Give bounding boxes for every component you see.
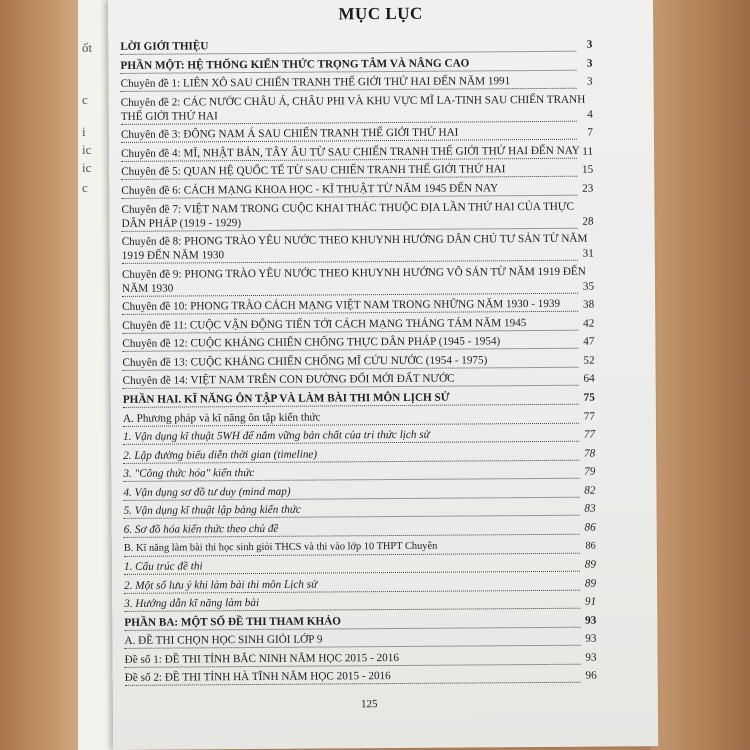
toc-entry [123,408,595,426]
toc-entry-title: Chuyên đề 7: VIỆT NAM TRONG CUỘC KHAI THÁC THUỘC ĐỊA LẦN THỨ HAI CỦA THỰC DÂN PHÁP (1919 - 1929) [121,200,575,230]
toc-entry-page: 31 [582,247,594,260]
toc-entry-title: LỜI GIỚI THIỆU [120,40,209,53]
toc-entry-title: 1. Cấu trúc đề thi [123,560,203,573]
toc-entry [125,668,597,686]
toc-entry [124,612,596,630]
toc-entry-page: 42 [583,317,595,330]
toc-entry-page: 35 [582,280,595,293]
toc-entry [124,520,596,538]
toc-entry-page: 3 [586,38,593,51]
toc-entry-page: 82 [584,484,596,497]
toc-entry-title: Chuyên đề 8: PHONG TRÀO YÊU NƯỚC THEO KHUYNH HƯỚNG DÂN CHỦ TƯ SẢN TỪ NĂM 1919 ĐẾN NĂM 1930 [121,232,588,262]
toc-entry [122,352,594,370]
toc-entry-title: A. Phương pháp và kĩ năng ôn tập kiến thức [122,411,321,425]
toc-entry-page: 47 [583,335,595,349]
toc-entry-page: 38 [582,298,595,311]
toc-entry [121,92,593,124]
toc-entry [123,445,595,463]
toc-entry [123,482,595,500]
toc-entry-title: 2. Một số lưu ý khi làm bài thi môn Lịch sử [124,578,318,592]
toc-entry-title: Chuyên đề 1: LIÊN XÔ SAU CHIẾN TRANH THẾ GIỚI THỨ HAI ĐẾN NĂM 1991 [120,75,511,91]
toc-entry-title: Chuyên đề 6: CÁCH MẠNG KHOA HỌC - KĨ THUẬT TỪ NĂM 1945 ĐẾN NAY [121,182,499,197]
toc-entry-page: 86 [584,521,596,534]
toc-entry-title: B. Kĩ năng làm bài thi học sinh giỏi THCS và thi vào lớp 10 THPT Chuyên [123,540,438,554]
toc-entry-title: Chuyên đề 13: CUỘC KHÁNG CHIẾN CHỐNG MĨ CỨU NƯỚC (1954 - 1975) [122,354,488,369]
toc-entry-title: 5. Vận dụng kĩ thuật lập bảng kiến thức [123,504,301,518]
toc-entry [122,315,594,333]
toc-entry [124,575,596,593]
toc-entry [121,125,593,143]
toc-page [108,0,658,750]
background-right [650,0,750,750]
toc-entry [121,162,593,180]
toc-entry-page: 3 [586,57,593,70]
toc-entry-page: 89 [584,577,597,590]
toc-entry-title: PHẦN MỘT: HỆ THỐNG KIẾN THỨC TRỌNG TÂM VÀ NÂNG CAO [120,57,470,72]
page-title: MỤC LỤC [338,3,423,24]
toc-entry [125,649,597,667]
toc-entry-title: 6. Sơ đồ hóa kiến thức theo chủ đề [123,522,279,536]
toc-entry-page: 64 [583,373,595,386]
toc-entry [121,143,593,161]
toc-entry-title: 3. Hướng dẫn kĩ năng làm bài [124,597,260,611]
toc-entry-page: 3 [586,75,593,88]
toc-entry [124,557,596,575]
prev-page-fragment: ic [82,142,92,157]
toc-entry-title: PHẦN HAI. KĨ NĂNG ÔN TẬP VÀ LÀM BÀI THI MÔN LỊCH SỬ [122,391,450,406]
toc-entry-title: Chuyên đề 12: CUỘC KHÁNG CHIẾN CHỐNG THỰC DÂN PHÁP (1945 - 1954) [122,335,501,351]
toc-entry-page: 7 [587,126,593,139]
prev-page-fragment: ốt [82,40,93,55]
toc-entry [124,594,596,612]
toc-entry-page: 93 [585,614,597,627]
toc-entry-title: Chuyên đề 10: PHONG TRÀO CÁCH MẠNG VIỆT NAM TRONG NHỮNG NĂM 1930 - 1939 [122,298,561,314]
toc-entry [122,297,594,315]
toc-entry-title: 1. Vận dụng kĩ thuật 5WH để nắm vững bản chất của tri thức lịch sử [123,428,430,444]
toc-entry [122,264,594,296]
toc-entry-page: 28 [582,215,594,228]
toc-entry-title: Chuyên đề 11: CUỘC VẬN ĐỘNG TIẾN TỚI CÁCH MẠNG THÁNG TÁM NĂM 1945 [122,316,527,332]
toc-entry [124,501,596,519]
toc-entry-title: Chuyên đề 2: CÁC NƯỚC CHÂU Á, CHÂU PHI VÀ KHU VỰC MĨ LA-TINH SAU CHIẾN TRANH THẾ GIỚI THỨ HAI [120,93,586,123]
toc-entry-page: 93 [585,651,597,664]
toc-entry-page: 77 [583,410,595,423]
toc-entry [123,464,595,482]
toc-entry-page: 93 [585,632,597,645]
page-number: 125 [360,698,378,711]
toc-entry-title: 3. "Công thức hóa" kiến thức [123,467,255,481]
toc-entry-page: 78 [583,447,596,460]
toc-entry-page: 4 [587,108,593,121]
toc-entry-title: Chuyên đề 5: QUAN HỆ QUỐC TẾ TỪ SAU CHIẾN TRANH THẾ GIỚI THỨ HAI [121,163,506,179]
toc-entry-title: Đề số 1: ĐỀ THI TỈNH BẮC NINH NĂM HỌC 2015 - 2016 [124,651,399,666]
toc-entry-title: Chuyên đề 4: MĨ, NHẬT BẢN, TÂY ÂU TỪ SAU CHIẾN TRANH THẾ GIỚI THỨ HAI ĐẾN NAY [121,144,580,160]
toc-entry-title: 4. Vận dụng sơ đồ tư duy (mind map) [123,485,291,499]
prev-page-fragment: i [82,124,86,139]
prev-page-fragment: c [82,180,88,195]
toc-entry [120,37,592,55]
toc-entry-title: Đề số 2: ĐỀ THI TỈNH HÀ TĨNH NĂM HỌC 2015 - 2016 [124,670,391,685]
toc-entry-page: 86 [585,540,596,552]
toc-entry-page: 83 [584,502,596,516]
toc-entry [123,371,595,389]
toc-entry-page: 91 [584,595,597,608]
prev-page-fragment: ic [82,160,92,175]
prev-page-fragment: c [82,92,88,107]
toc-entry [121,199,593,231]
toc-entry-title: Chuyên đề 14: VIỆT NAM TRÊN CON ĐƯỜNG ĐỔI MỚI ĐẤT NƯỚC [122,373,455,388]
toc-list [120,37,597,690]
toc-entry [122,232,594,264]
toc-entry [124,538,596,556]
toc-entry-title: A. ĐỀ THI CHỌN HỌC SINH GIỎI LỚP 9 [124,633,323,648]
toc-entry [121,74,593,92]
toc-entry-page: 96 [585,670,597,683]
toc-entry-title: PHẦN BA: MỘT SỐ ĐỀ THI THAM KHẢO [124,615,342,629]
toc-entry-page: 23 [582,182,594,195]
toc-entry [123,390,595,408]
toc-entry-page: 15 [581,163,594,177]
toc-entry [123,427,595,445]
toc-entry [124,631,596,649]
toc-entry-page: 79 [584,465,596,478]
toc-entry-title: Chuyên đề 3: ĐÔNG NAM Á SAU CHIẾN TRANH THẾ GIỚI THỨ HAI [120,126,459,142]
dot-leader [122,292,578,296]
toc-entry-page: 75 [583,391,595,404]
toc-entry-title: 2. Lập đường biểu diễn thời gian (timeline) [123,448,318,462]
toc-entry-page: 89 [584,558,596,571]
toc-entry [120,55,592,73]
toc-entry-title: Chuyên đề 9: PHONG TRÀO YÊU NƯỚC THEO KHUYNH HƯỚNG VÔ SẢN TỪ NĂM 1919 ĐẾN NĂM 1930 [121,265,586,295]
toc-entry [121,181,593,199]
toc-entry-page: 52 [583,354,595,367]
toc-entry [122,334,594,352]
toc-entry-page: 11 [582,145,594,158]
toc-entry-page: 77 [583,428,596,441]
